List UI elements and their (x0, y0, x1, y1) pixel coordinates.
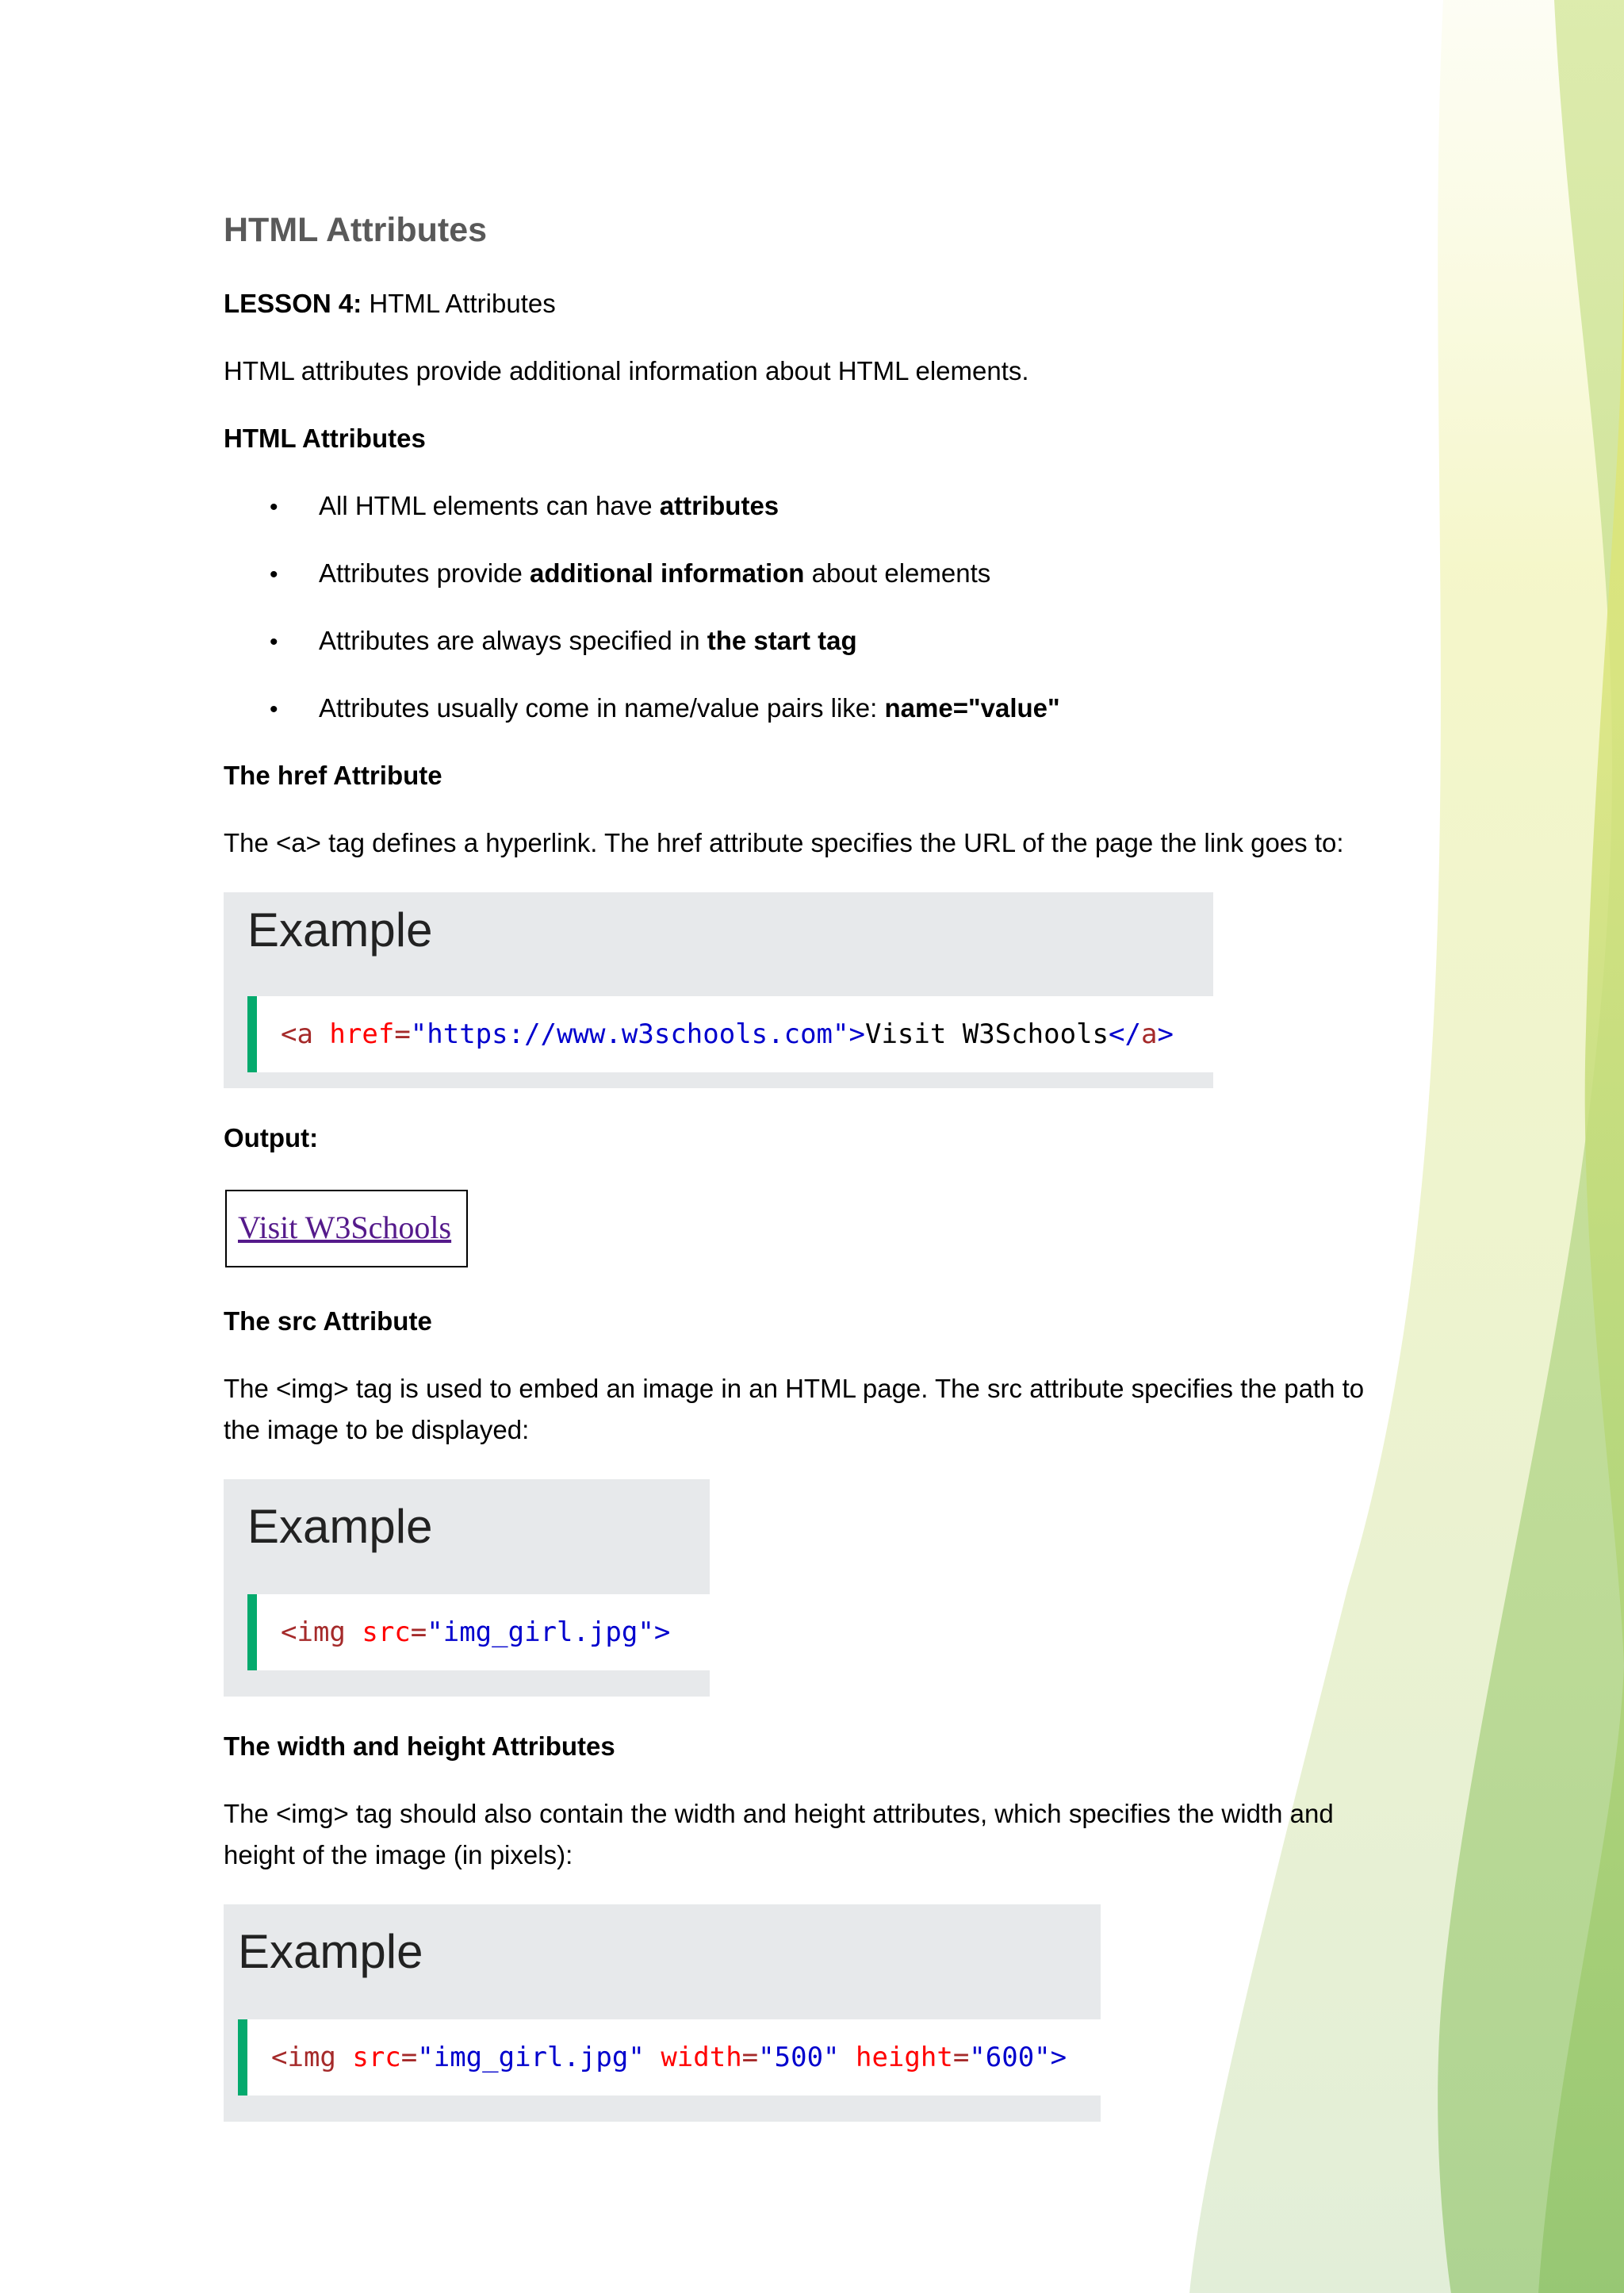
bullet-icon: • (270, 629, 278, 655)
example-title: Example (238, 1925, 423, 1978)
code-attr: width (644, 2042, 742, 2073)
example-title: Example (247, 903, 433, 957)
code-eq: = (952, 2042, 970, 2073)
code-value: "600" (969, 2042, 1051, 2073)
code-attr: src (335, 2042, 401, 2073)
page-title: HTML Attributes (224, 211, 488, 249)
lesson-text: HTML Attributes (369, 289, 556, 318)
lesson-line (224, 286, 556, 321)
example-title: Example (247, 1500, 433, 1553)
bullet-emphasis: attributes (659, 491, 779, 520)
code-tag: <a (281, 1018, 313, 1050)
code-bracket: </ (1109, 1018, 1141, 1050)
list-item-text (319, 556, 990, 591)
wh-description-line2: height of the image (in pixels): (224, 1840, 573, 1869)
code-value: "https://www.w3schools.com" (410, 1018, 849, 1050)
bullet-text: about elements (804, 558, 991, 588)
code-content: Visit W3Schools (864, 1018, 1109, 1050)
href-description: The <a> tag defines a hyperlink. The href attribute specifies the URL of the page the link goes to: (224, 828, 1344, 857)
code-bracket: > (1050, 2042, 1067, 2073)
section-heading-width-height: The width and height Attributes (224, 1731, 615, 1761)
code-bracket: > (653, 1616, 671, 1648)
code-value: "img_girl.jpg" (427, 1616, 654, 1648)
code-block (247, 1594, 710, 1670)
list-item (270, 623, 278, 660)
list-item-text (319, 623, 857, 658)
code-eq: = (741, 2042, 759, 2073)
code-value: "img_girl.jpg" (417, 2042, 645, 2073)
list-item-text (319, 691, 1060, 726)
code-bracket: > (1157, 1018, 1174, 1050)
code-tag: <img (281, 1616, 346, 1648)
bullet-emphasis: additional information (529, 558, 805, 588)
code-tag: a (1140, 1018, 1158, 1050)
bullet-text: Attributes usually come in name/value pairs like: (319, 693, 885, 723)
wh-description-line1: The <img> tag should also contain the width and height attributes, which specifies the width and (224, 1799, 1334, 1828)
src-description-line2: the image to be displayed: (224, 1415, 530, 1444)
section-heading-src: The src Attribute (224, 1306, 432, 1336)
example-box-src (224, 1479, 710, 1697)
bullet-emphasis: the start tag (707, 626, 857, 655)
section-heading-href: The href Attribute (224, 761, 442, 790)
bullet-emphasis: name="value" (884, 693, 1060, 723)
list-item (270, 489, 278, 525)
code-value: "500" (758, 2042, 840, 2073)
code-attr: height (839, 2042, 953, 2073)
bullet-text: All HTML elements can have (319, 491, 660, 520)
code-tag: <img (271, 2042, 336, 2073)
list-item-text (319, 489, 779, 523)
code-line (271, 2042, 1067, 2073)
src-description-line1: The <img> tag is used to embed an image in an HTML page. The src attribute specifies the path to (224, 1374, 1365, 1403)
code-eq: = (400, 2042, 418, 2073)
intro-paragraph: HTML attributes provide additional information about HTML elements. (224, 356, 1029, 385)
code-line (281, 1018, 1174, 1050)
code-attr: src (345, 1616, 411, 1648)
code-attr: href (312, 1018, 395, 1050)
section-heading-attributes: HTML Attributes (224, 424, 426, 453)
bullet-icon: • (270, 696, 278, 723)
list-item (270, 691, 278, 727)
example-box-href (224, 892, 1213, 1088)
code-block (247, 996, 1213, 1072)
output-label: Output: (224, 1123, 319, 1152)
bullet-text: Attributes provide (319, 558, 530, 588)
code-line (281, 1616, 670, 1648)
code-block (238, 2019, 1101, 2096)
output-link[interactable]: Visit W3Schools (238, 1210, 452, 1245)
code-eq: = (394, 1018, 411, 1050)
bullet-icon: • (270, 494, 278, 520)
list-item (270, 556, 278, 592)
example-box-width-height (224, 1904, 1101, 2122)
code-bracket: > (848, 1018, 865, 1050)
code-eq: = (410, 1616, 427, 1648)
output-preview (225, 1190, 468, 1267)
lesson-label: LESSON 4: (224, 289, 362, 318)
bullet-icon: • (270, 562, 278, 588)
bullet-text: Attributes are always specified in (319, 626, 707, 655)
